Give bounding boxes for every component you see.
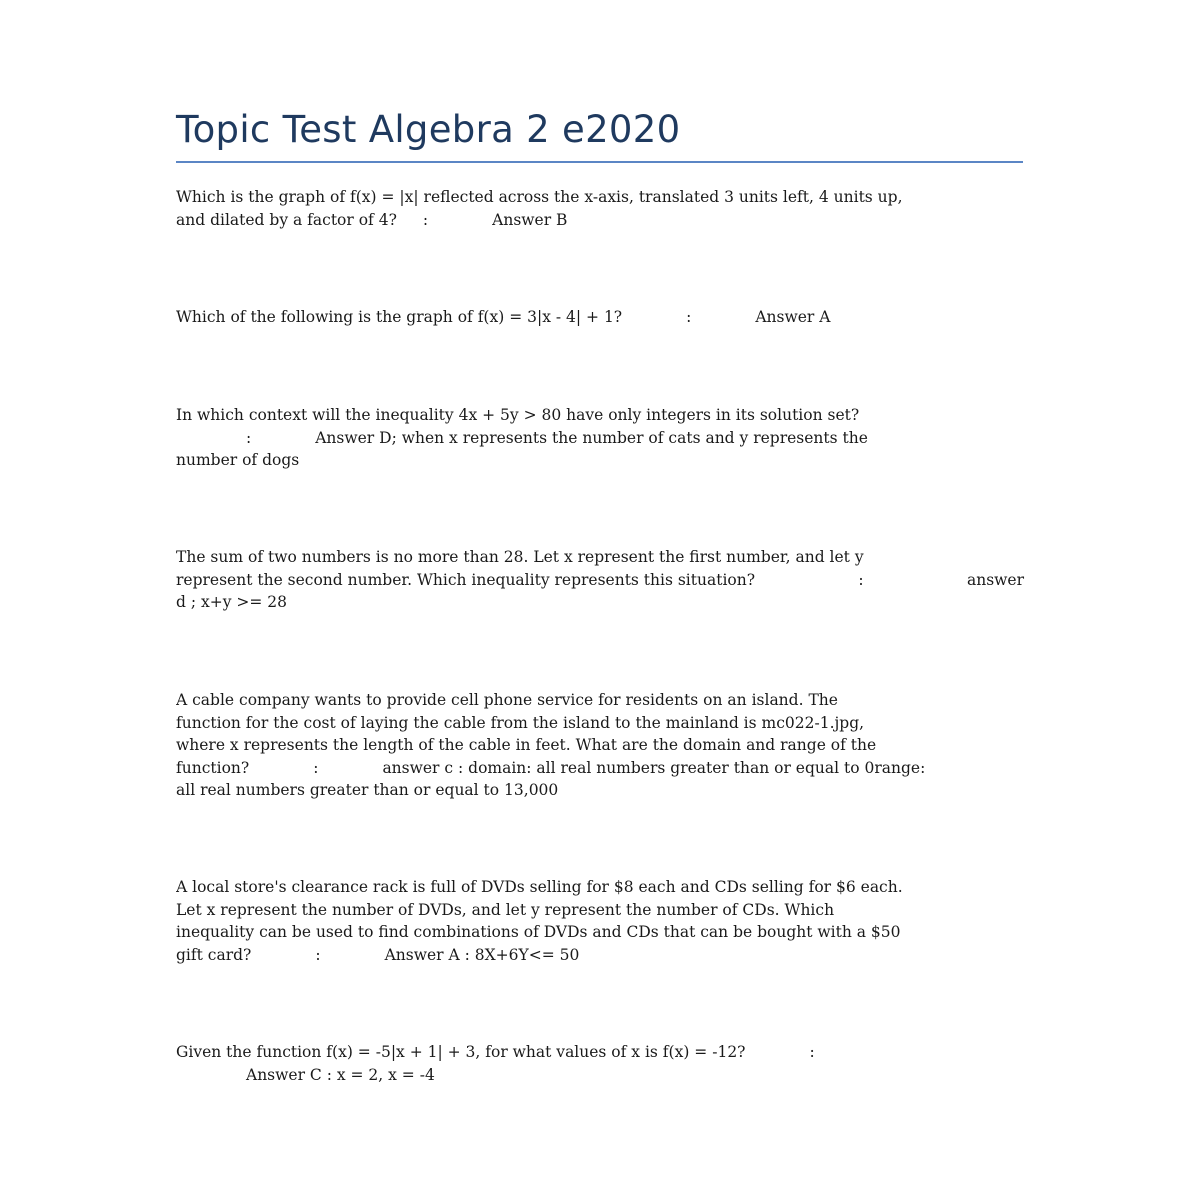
document-title: Topic Test Algebra 2 e2020 bbox=[176, 108, 681, 151]
question-block-7 bbox=[176, 1041, 1024, 1086]
question-block-4 bbox=[176, 546, 1024, 614]
question-text: where x represents the length of the cable in feet. What are the domain and range of the bbox=[176, 736, 877, 755]
question-text: Which of the following is the graph of f(x) = 3|x - 4| + 1? bbox=[176, 308, 623, 326]
answer-separator: : bbox=[313, 758, 319, 777]
question-answer-line bbox=[176, 757, 1024, 780]
question-text: In which context will the inequality 4x + 5y > 80 have only integers in its solution set? bbox=[176, 406, 860, 424]
answer-text: answer c : domain: all real numbers greater than or equal to 0range: bbox=[382, 758, 926, 777]
question-text: and dilated by a factor of 4? bbox=[176, 210, 397, 229]
answer-separator: : bbox=[686, 308, 692, 326]
title-underline bbox=[176, 161, 1023, 163]
question-answer-line bbox=[176, 1041, 1024, 1064]
question-block-3 bbox=[176, 404, 1024, 472]
question-text: gift card? bbox=[176, 945, 252, 964]
answer-text: all real numbers greater than or equal to 13,000 bbox=[176, 781, 559, 800]
answer-text: Answer D; when x represents the number of cats and y represents the bbox=[315, 428, 868, 447]
question-text: A local store's clearance rack is full of DVDs selling for $8 each and CDs selling for $6 each. bbox=[176, 878, 903, 896]
answer-separator: : bbox=[246, 428, 252, 447]
answer-separator: : bbox=[809, 1043, 815, 1061]
question-block-2 bbox=[176, 306, 1024, 329]
question-text: function for the cost of laying the cable from the island to the mainland is mc022-1.jpg, bbox=[176, 713, 865, 732]
question-answer-line bbox=[176, 944, 1024, 967]
question-text: Let x represent the number of DVDs, and let y represent the number of CDs. Which bbox=[176, 900, 835, 919]
question-text: Given the function f(x) = -5|x + 1| + 3, for what values of x is f(x) = -12? bbox=[176, 1043, 746, 1061]
question-answer-line bbox=[176, 569, 1024, 592]
answer-text: Answer C : x = 2, x = -4 bbox=[246, 1065, 435, 1084]
question-text: function? bbox=[176, 758, 250, 777]
question-text: The sum of two numbers is no more than 28. Let x represent the first number, and let y bbox=[176, 548, 864, 566]
answer-text: Answer A bbox=[755, 308, 831, 326]
question-answer-line bbox=[176, 306, 1024, 329]
question-text: Which is the graph of f(x) = |x| reflected across the x-axis, translated 3 units left, 4 units up, bbox=[176, 188, 903, 206]
answer-separator: : bbox=[858, 570, 864, 589]
question-text: inequality can be used to find combinations of DVDs and CDs that can be bought with a $50 bbox=[176, 923, 901, 942]
question-block-5 bbox=[176, 689, 1024, 802]
question-block-6 bbox=[176, 876, 1024, 966]
answer-separator: : bbox=[315, 945, 321, 964]
question-text: A cable company wants to provide cell phone service for residents on an island. The bbox=[176, 691, 838, 709]
answer-text: Answer A : 8X+6Y<= 50 bbox=[384, 945, 580, 964]
answer-text: Answer B bbox=[492, 210, 568, 229]
question-answer-line bbox=[176, 427, 1024, 450]
answer-separator: : bbox=[422, 210, 429, 229]
question-block-1 bbox=[176, 186, 1024, 231]
answer-text: answer bbox=[966, 570, 1024, 589]
answer-text: number of dogs bbox=[176, 451, 300, 470]
answer-line bbox=[176, 1064, 1024, 1087]
answer-text: d ; x+y >= 28 bbox=[176, 593, 288, 612]
question-text: represent the second number. Which inequality represents this situation? bbox=[176, 570, 756, 589]
question-answer-line bbox=[176, 209, 1024, 232]
